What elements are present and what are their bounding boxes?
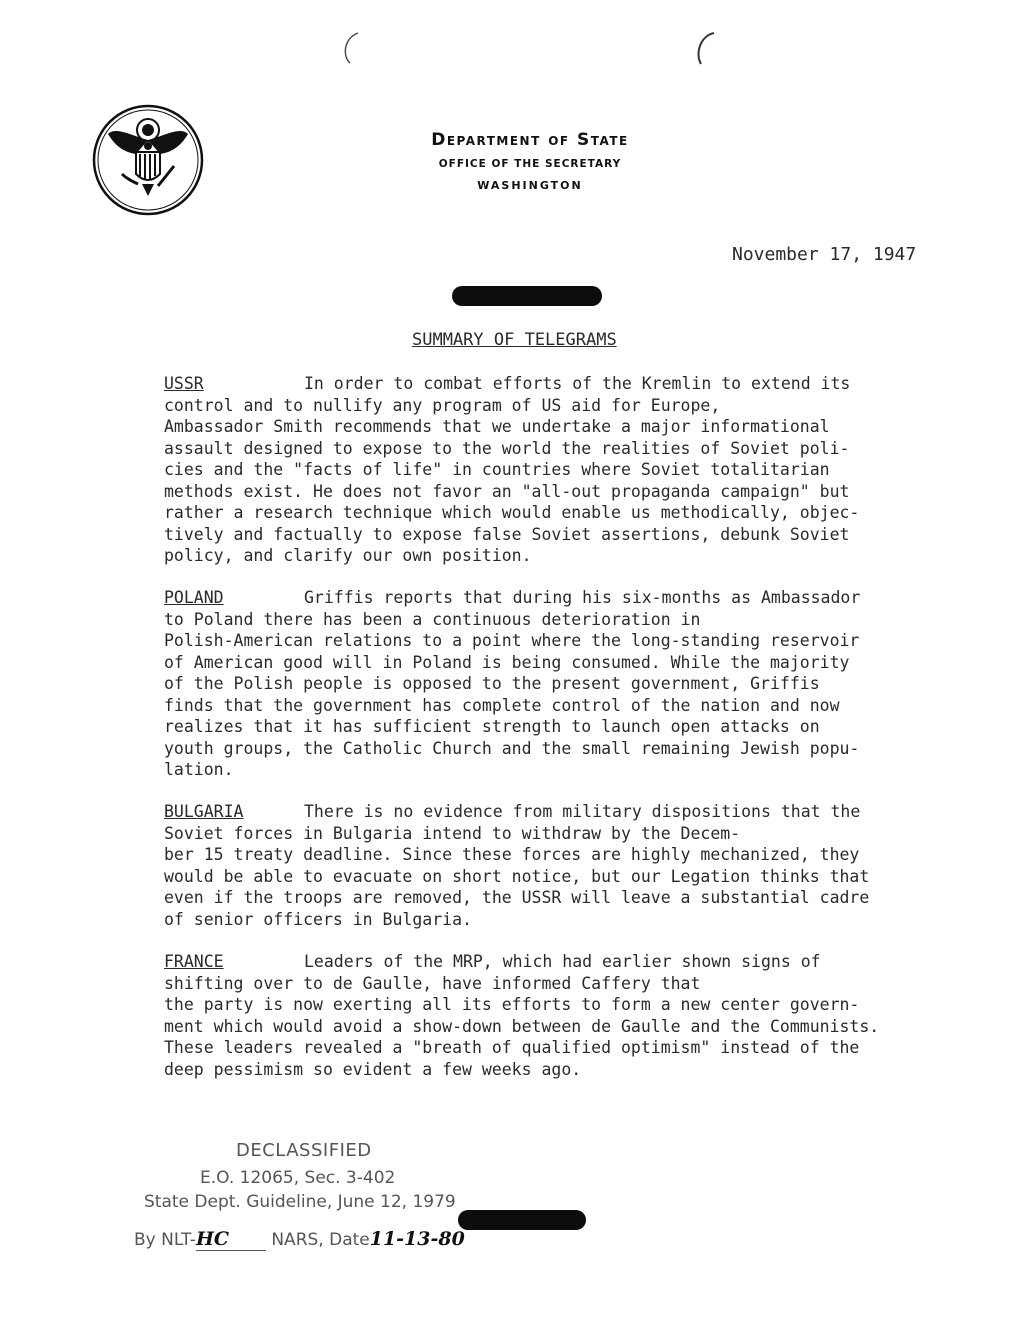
redacted-classification-bottom	[458, 1210, 586, 1230]
section-heading: BULGARIA	[164, 802, 244, 821]
section-body: In order to combat efforts of the Kremlin to extend its control and to nullify any program of US aid for Europe, Ambassador Smith recommends that we undertake a major informational assault designed to expose to the world the realities of Soviet poli- cies and the "facts of life" in countries where Soviet totalitarian methods exist. He does not favor an "all-out propaganda campaign" but rather a research technique which would enable us methodically, objec- tively and factually to expose false Soviet assertions, debunk Soviet policy, and clarify our own position.	[164, 374, 860, 565]
section-heading: POLAND	[164, 588, 224, 607]
executive-order-ref: E.O. 12065, Sec. 3-402	[200, 1168, 396, 1188]
declassified-by-line	[134, 1228, 465, 1251]
section-body: Leaders of the MRP, which had earlier shown signs of shifting over to de Gaulle, have informed Caffery that the party is now exerting all its efforts to form a new center govern- ment which would avoid a show-down between de Gaulle and the Communists. These leaders revealed a "breath of qualified optimism" instead of the deep pessimism so evident a few weeks ago.	[164, 952, 880, 1079]
city-name: WASHINGTON	[477, 179, 583, 192]
section-heading: FRANCE	[164, 952, 224, 971]
great-seal-icon	[92, 104, 204, 216]
section-heading: USSR	[164, 374, 204, 393]
punch-hole-mark-left	[338, 30, 364, 66]
redacted-classification-top	[452, 286, 602, 306]
by-label: By NLT-	[134, 1230, 196, 1250]
section-body: There is no evidence from military dispositions that the Soviet forces in Bulgaria intend to withdraw by the Decem- ber 15 treaty deadline. Since these forces are highly mechanized, they would be able to evacuate on short notice, but our Legation thinks that even if the troops are removed, the USSR will leave a substantial cadre of senior officers in Bulgaria.	[164, 802, 870, 929]
section-poland	[164, 587, 944, 781]
section-france	[164, 951, 944, 1080]
section-ussr	[164, 373, 944, 567]
guideline-ref: State Dept. Guideline, June 12, 1979	[144, 1192, 456, 1212]
handwritten-date: 11-13-80	[369, 1228, 465, 1250]
office-name: OFFICE OF THE SECRETARY	[438, 158, 622, 170]
punch-hole-mark-right	[692, 30, 718, 66]
letterhead	[360, 128, 700, 196]
document-date: November 17, 1947	[732, 244, 917, 265]
nars-date-label: NARS, Date	[271, 1230, 370, 1250]
declassified-label: DECLASSIFIED	[236, 1140, 372, 1161]
summary-title: SUMMARY OF TELEGRAMS	[412, 330, 617, 350]
handwritten-initials: HC	[196, 1228, 266, 1251]
department-name: Department of State	[431, 130, 629, 150]
section-body: Griffis reports that during his six-months as Ambassador to Poland there has been a continuous deterioration in Polish-American relations to a point where the long-standing reservoir of American good will in Poland is being consumed. While the majority of the Polish people is opposed to the present government, Griffis finds that the government has complete control of the nation and now realizes that it has sufficient strength to launch open attacks on youth groups, the Catholic Church and the small remaining Jewish popu- lation.	[164, 588, 861, 779]
section-bulgaria	[164, 801, 944, 930]
